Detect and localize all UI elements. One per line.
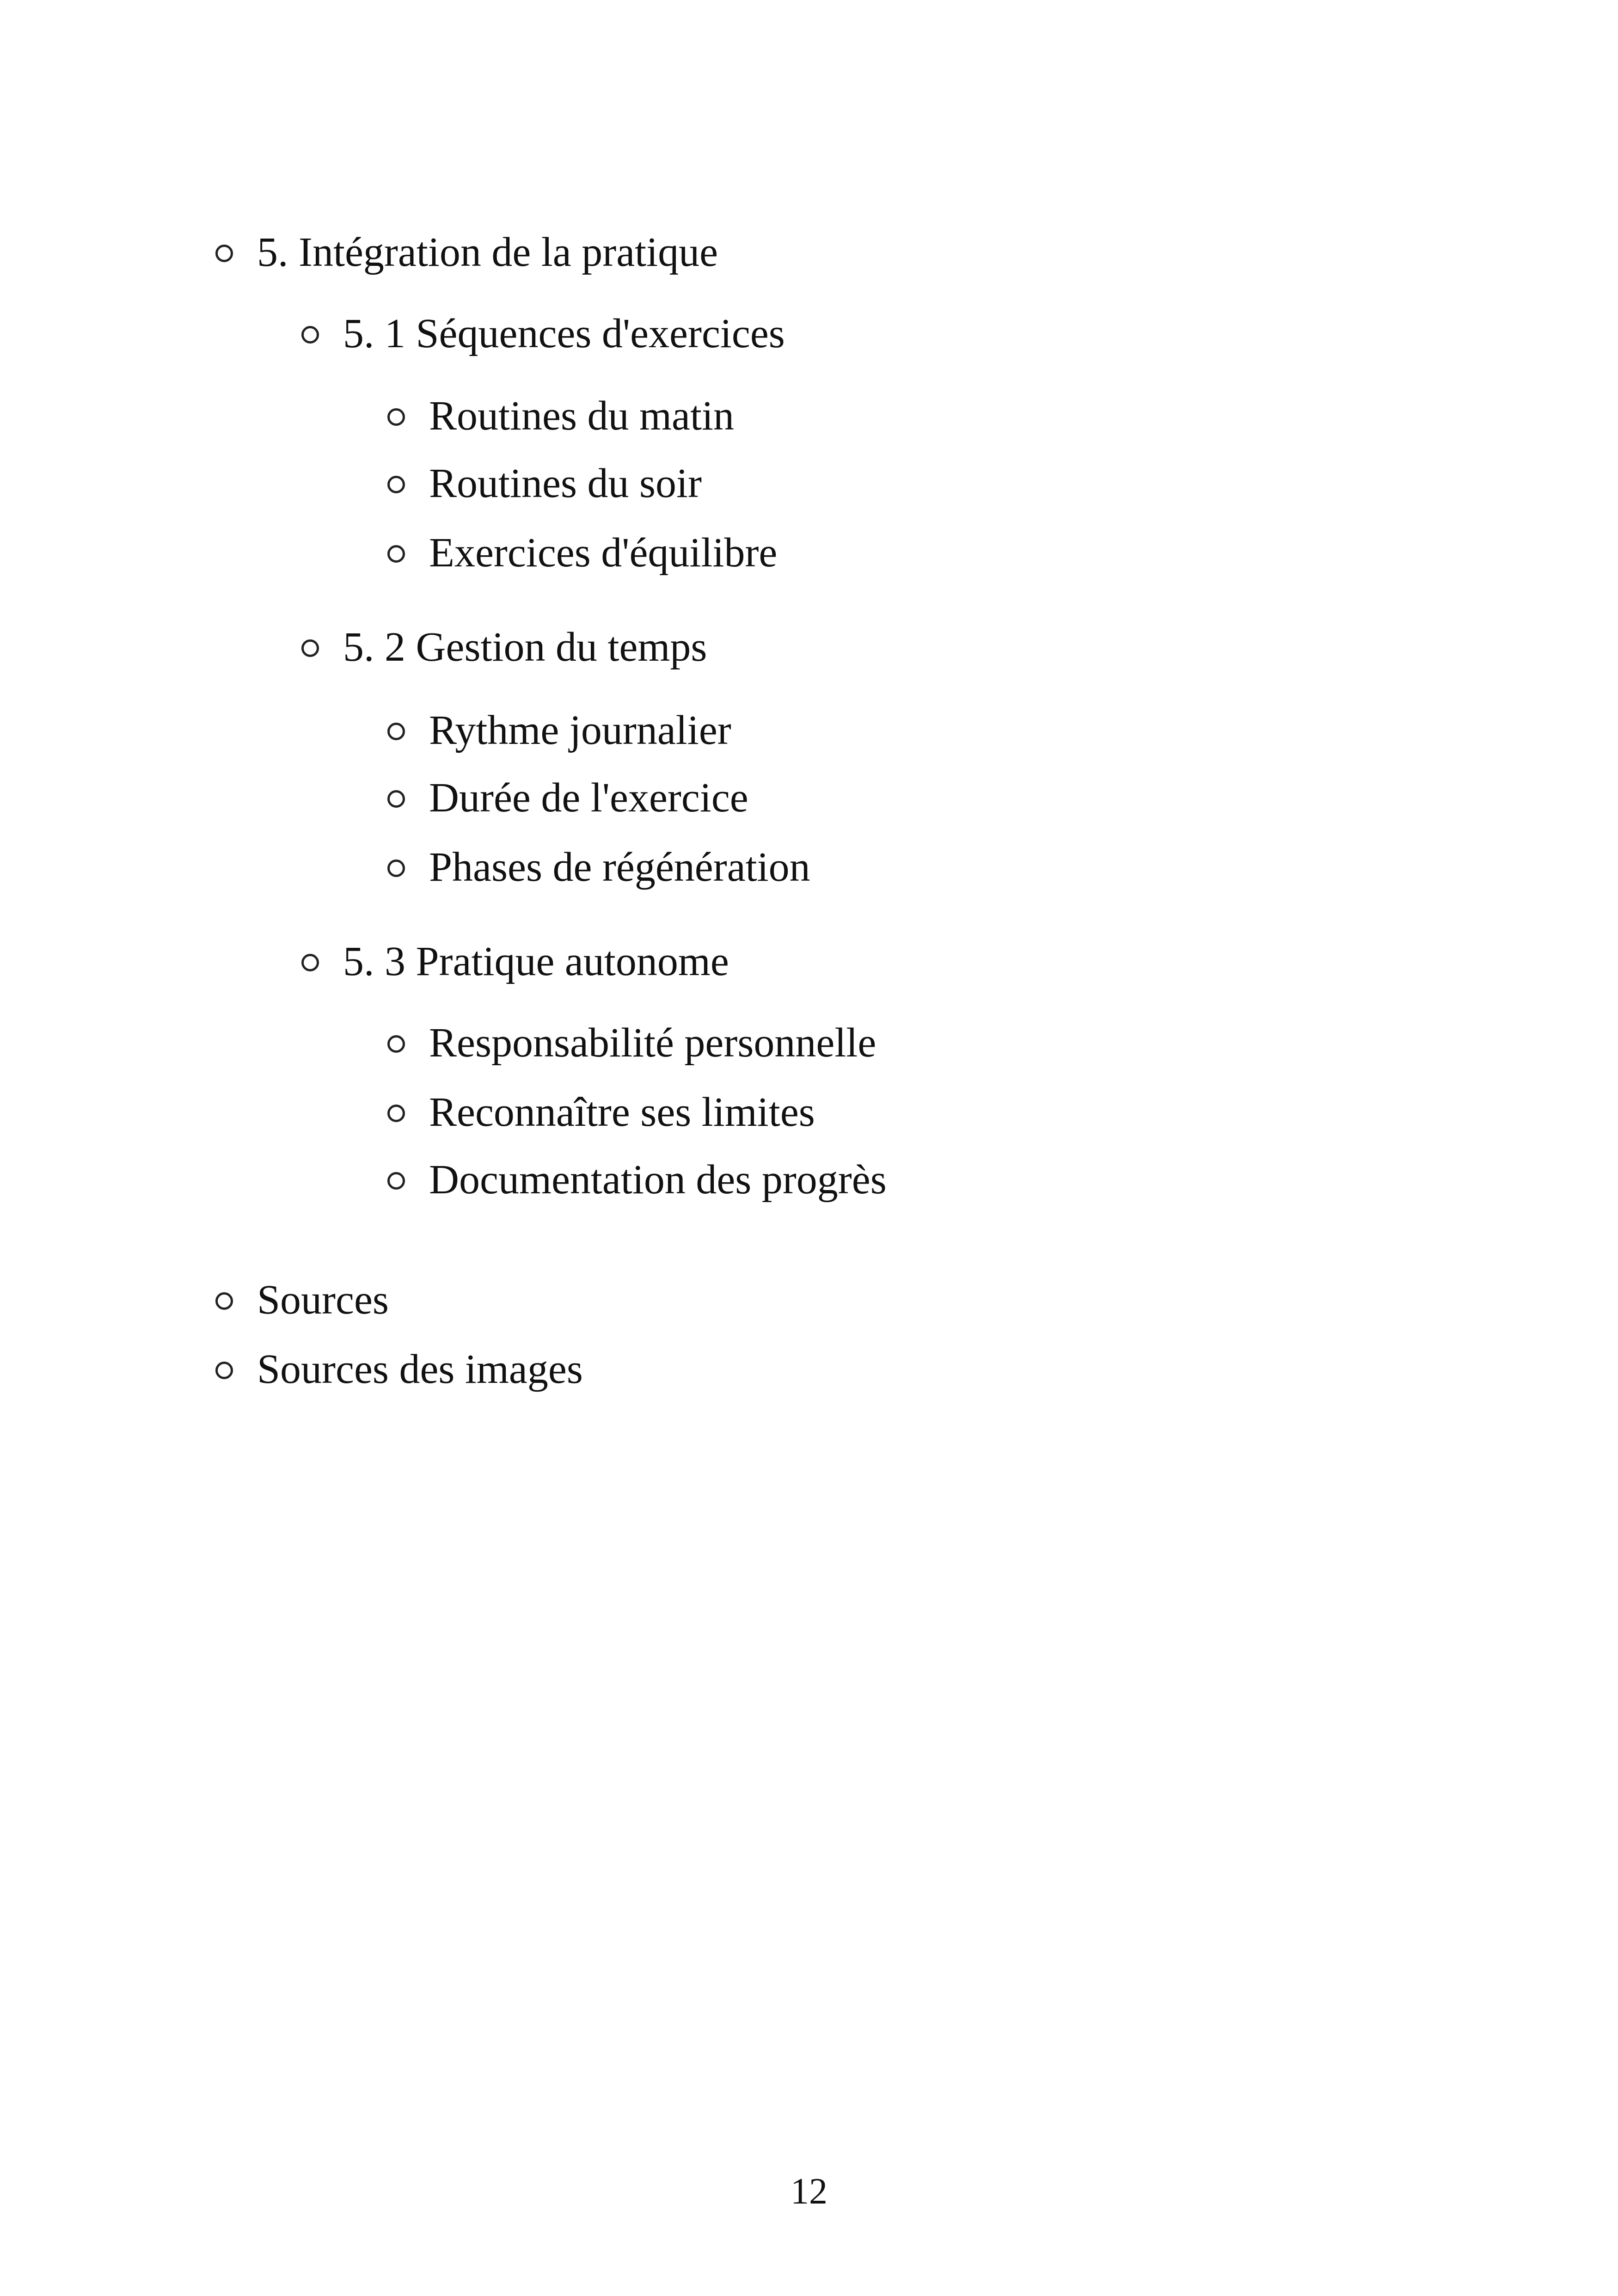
toc-item-label: 5. 1 Séquences d'exercices — [343, 311, 785, 356]
toc-item-label: Routines du matin — [429, 393, 734, 439]
hollow-circle-bullet-icon — [301, 639, 319, 657]
toc-item-integration[interactable] — [215, 225, 718, 280]
hollow-circle-bullet-icon — [215, 1292, 233, 1310]
toc-item-label: Responsabilité personnelle — [429, 1020, 876, 1066]
toc-item-phases-regeneration[interactable] — [387, 840, 810, 895]
toc-item-duree-exercice[interactable] — [387, 770, 748, 826]
hollow-circle-bullet-icon — [387, 859, 405, 877]
page-number: 12 — [791, 2171, 827, 2212]
toc-item-label: 5. Intégration de la pratique — [257, 229, 718, 275]
toc-item-documentation[interactable] — [387, 1152, 887, 1208]
toc-item-label: Reconnaître ses limites — [429, 1089, 815, 1135]
hollow-circle-bullet-icon — [387, 1035, 405, 1053]
toc-item-label: Phases de régénération — [429, 844, 810, 890]
toc-item-sequences[interactable] — [301, 306, 785, 362]
toc-item-label: 5. 3 Pratique autonome — [343, 939, 729, 984]
hollow-circle-bullet-icon — [387, 1172, 405, 1190]
toc-item-label: Rythme journalier — [429, 707, 731, 753]
toc-item-pratique-autonome[interactable] — [301, 934, 729, 989]
toc-item-label: Sources — [257, 1277, 389, 1323]
toc-item-routines-matin[interactable] — [387, 388, 734, 444]
hollow-circle-bullet-icon — [215, 245, 233, 262]
toc-item-routines-soir[interactable] — [387, 456, 702, 511]
hollow-circle-bullet-icon — [387, 408, 405, 426]
toc-item-label: Routines du soir — [429, 460, 702, 506]
hollow-circle-bullet-icon — [387, 723, 405, 740]
hollow-circle-bullet-icon — [387, 790, 405, 808]
toc-item-label: Exercices d'équilibre — [429, 530, 778, 576]
toc-item-exercices-equilibre[interactable] — [387, 525, 777, 581]
hollow-circle-bullet-icon — [215, 1362, 233, 1379]
toc-item-responsabilite[interactable] — [387, 1015, 876, 1071]
hollow-circle-bullet-icon — [387, 476, 405, 493]
hollow-circle-bullet-icon — [301, 954, 319, 971]
toc-item-rythme-journalier[interactable] — [387, 703, 731, 758]
hollow-circle-bullet-icon — [387, 1105, 405, 1122]
toc-item-sources[interactable] — [215, 1272, 389, 1328]
toc-item-label: Documentation des progrès — [429, 1157, 887, 1203]
toc-item-label: Durée de l'exercice — [429, 775, 748, 821]
toc-item-label: 5. 2 Gestion du temps — [343, 624, 707, 670]
hollow-circle-bullet-icon — [387, 545, 405, 563]
hollow-circle-bullet-icon — [301, 326, 319, 344]
toc-item-gestion-temps[interactable] — [301, 620, 707, 675]
toc-item-label: Sources des images — [257, 1346, 583, 1392]
toc-item-sources-images[interactable] — [215, 1342, 583, 1397]
toc-item-limites[interactable] — [387, 1085, 815, 1140]
